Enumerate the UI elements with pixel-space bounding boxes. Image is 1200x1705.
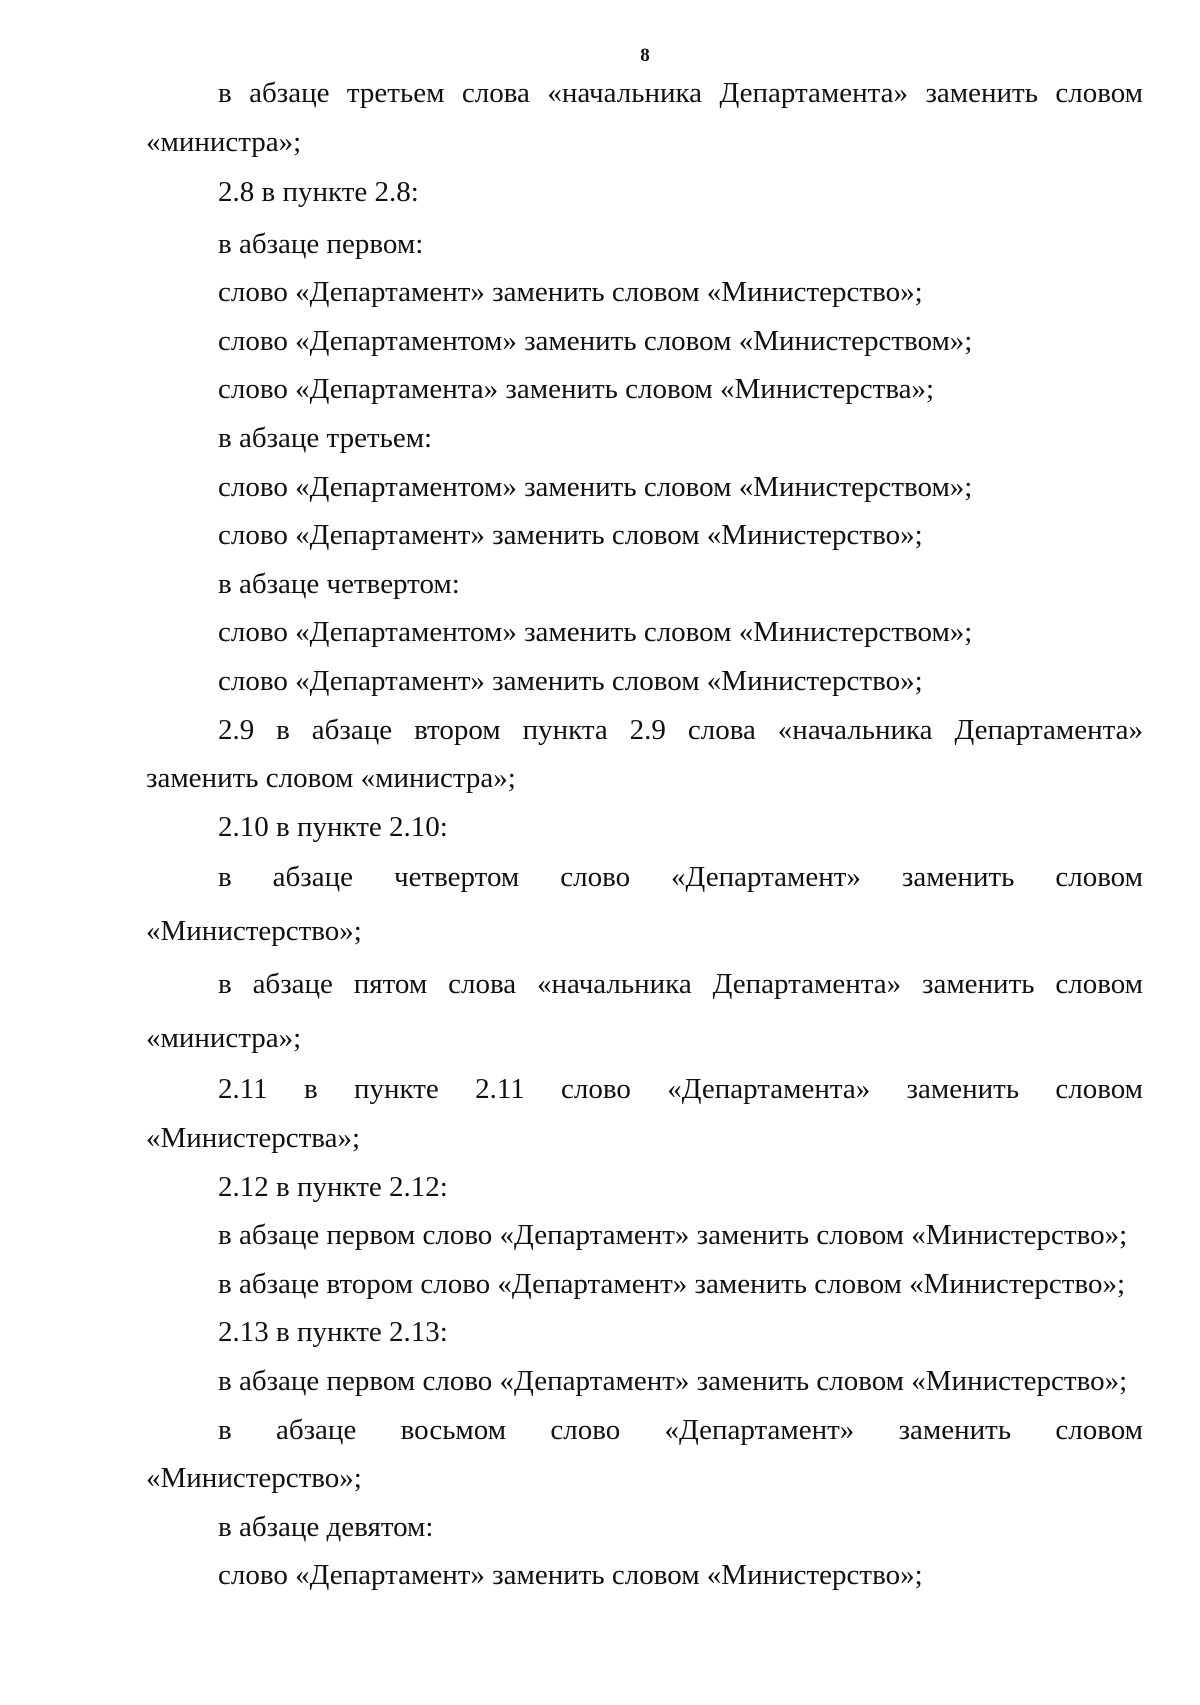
paragraph: в абзаце первом слово «Департамент» заменить словом «Министерство»;	[218, 1219, 1128, 1252]
paragraph: в абзаце восьмом слово «Департамент» заменить словом «Министерство»;	[146, 1413, 1143, 1495]
document-body	[146, 69, 1143, 1600]
paragraph: в абзаце пятом слова «начальника Департамента» заменить словом «министра»;	[146, 968, 1143, 1054]
paragraph: в абзаце первом:	[218, 227, 424, 260]
paragraph: 2.11 в пункте 2.11 слово «Департамента» заменить словом «Министерства»;	[146, 1073, 1143, 1154]
paragraph: 2.13 в пункте 2.13:	[218, 1316, 448, 1349]
paragraph: в абзаце третьем слова «начальника Департамента» заменить словом «министра»;	[146, 77, 1143, 158]
paragraph: слово «Департамента» заменить словом «Министерства»;	[218, 373, 935, 406]
paragraph: слово «Департамент» заменить словом «Министерство»;	[218, 276, 923, 309]
paragraph: 2.8 в пункте 2.8:	[218, 176, 419, 209]
paragraph: в абзаце третьем:	[218, 422, 433, 455]
paragraph: в абзаце первом слово «Департамент» заменить словом «Министерство»;	[218, 1364, 1128, 1397]
paragraph: слово «Департамент» заменить словом «Министерство»;	[218, 665, 923, 698]
paragraph: 2.9 в абзаце втором пункта 2.9 слова «начальника Департамента» заменить словом «министра»;	[146, 713, 1143, 795]
paragraph: 2.12 в пункте 2.12:	[218, 1170, 448, 1203]
paragraph: в абзаце втором слово «Департамент» заменить словом «Министерство»;	[218, 1267, 1126, 1300]
paragraph: слово «Департамент» заменить словом «Министерство»;	[218, 1559, 923, 1592]
page-number: 8	[640, 45, 650, 66]
paragraph: в абзаце девятом:	[218, 1510, 434, 1543]
paragraph: слово «Департаментом» заменить словом «Министерством»;	[218, 470, 973, 503]
paragraph: слово «Департаментом» заменить словом «Министерством»;	[218, 324, 973, 357]
paragraph: 2.10 в пункте 2.10:	[218, 810, 448, 843]
paragraph: слово «Департаментом» заменить словом «Министерством»;	[218, 616, 973, 649]
paragraph: в абзаце четвертом слово «Департамент» заменить словом «Министерство»;	[146, 861, 1143, 947]
paragraph: слово «Департамент» заменить словом «Министерство»;	[218, 519, 923, 552]
paragraph: в абзаце четвертом:	[218, 567, 460, 600]
